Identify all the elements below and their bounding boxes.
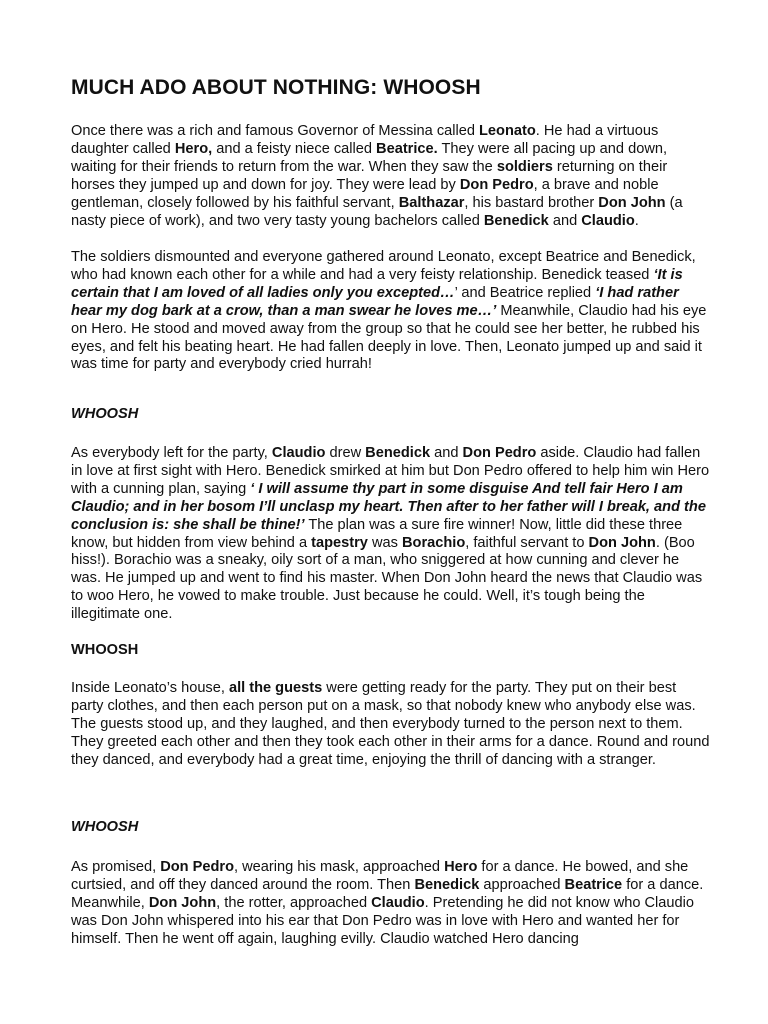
text-run: As everybody left for the party, [71,445,272,461]
text-run: The soldiers dismounted and everyone gathered around Leonato, except Beatrice and Benedick, who had known each other for a while and had a very feisty relationship. Benedick teased [71,249,696,283]
bold-text: Borachio [401,534,466,551]
text-run: aside. Claudio had fallen in love at first sight with Hero. Benedick smirked at him but Don Pedro offered to help him win Hero with a cunning plan, saying [71,445,710,497]
bold-text: Hero [444,859,478,875]
text-run: , a brave and noble gentleman, closely followed by his faithful servant, [71,176,659,211]
text-run: Meanwhile, Claudio had his eye on Hero. He stood and moved away from the group so that he could see her better, he rubbed his eyes, and felt his beating heart. He had fallen deeply in love. Then, Leonato jumped up and said it was time for party and everybody cried hurrah! [71,302,707,373]
text-run: Inside Leonato’s house, [71,680,229,696]
bold-text: Benedick [483,212,549,229]
bold-text: all the guests [228,680,323,696]
section-heading-2: WHOOSH [71,642,139,658]
text-run: and a feisty niece called [212,140,377,157]
bold-text: Claudio [371,894,425,911]
text-run: The plan was a sure fire winner! Now, little did these three know, but hidden from view behind a [71,516,683,551]
paragraph-1 [71,123,711,230]
bold-text: Benedick [414,876,480,893]
text-run: . (Boo hiss!). Borachio was a sneaky, oily sort of a man, who sniggered at how cunning and clever he was. He jumped up and went to find his master. When Don John heard the news that Claudio was to woo Hero, he vowed to make trouble. Just because he could. Well, it’s tough being the illegitimate one. [71,534,703,623]
bold-text: Don John [598,194,666,211]
paragraph-2 [71,249,711,374]
text-run: approached [479,876,565,893]
quote-text: ‘ I will assume thy part in some disguise And tell fair Hero I am Claudio; and in her bosom I’ll unclasp my heart. Then after to her father will I break, and the conclusion is: she shall be thine!’ [71,480,706,533]
text-run: returning on their horses they jumped up and down for joy. They were lead by [71,158,668,193]
quote-text: ‘It is certain that I am loved of all ladies only you excepted… [71,266,683,301]
text-run: and [548,212,582,229]
quote-text: ‘I had rather hear my dog bark at a crow, than a man swear he loves me…’ [71,284,679,319]
section-heading-1: WHOOSH [71,406,139,422]
text-run: , wearing his mask, approached [234,859,445,875]
text-run: was [367,534,402,551]
bold-text: Balthazar [398,194,465,211]
text-run: and [430,445,463,461]
section-heading-3: WHOOSH [71,819,139,835]
paragraph-5 [71,859,711,949]
bold-text: Hero, [174,140,213,157]
text-run: . He had a virtuous daughter called [71,123,659,157]
bold-text: Don Pedro [459,176,534,193]
bold-text: Benedick [365,445,431,461]
bold-text: tapestry [311,534,368,551]
text-run: were getting ready for the party. They put on their best party clothes, and then each person put on a mask, so that nobody knew who anybody else was. The guests stood up, and they laughed, and then everybody turned to the person next to them. They greeted each other and then they took each other in their arms for a dance. Round and round they danced, and everybody had a great time, enjoying the thrill of dancing with a stranger. [71,680,710,768]
bold-text: Leonato [479,123,536,139]
bold-text: Claudio [271,445,326,461]
text-run: for a dance. He bowed, and she curtsied, and off they danced around the room. Then [71,859,689,893]
text-run: Once there was a rich and famous Governor of Messina called [71,123,480,139]
text-run: They were all pacing up and down, waiting for their friends to return from the war. When they saw the [71,140,668,175]
paragraph-4 [71,680,711,770]
text-run: , faithful servant to [465,534,589,551]
text-run: . Pretending he did not know who Claudio was Don John whispered into his ear that Don Pedro was in love with Hero and wanted her for himself. Then he went off again, laughing evilly. Claudio watched Hero dancing [71,894,695,947]
text-run: drew [325,445,366,461]
text-run: As promised, [71,859,161,875]
paragraph-3 [71,445,711,624]
document-title: MUCH ADO ABOUT NOTHING: WHOOSH [71,76,481,99]
text-run: ’ and Beatrice replied [454,284,596,301]
bold-text: Don Pedro [160,859,234,875]
text-run: (a nasty piece of work), and two very tasty young bachelors called [71,194,683,229]
text-run: , the rotter, approached [216,894,372,911]
bold-text: Beatrice [564,876,623,893]
bold-text: Beatrice. [376,140,438,157]
bold-text: Claudio [581,212,635,229]
bold-text: Don John [148,894,217,911]
bold-text: Don John [588,534,656,551]
bold-text: Don Pedro [462,445,537,461]
bold-text: soldiers [496,158,553,175]
text-run: , his bastard brother [464,194,599,211]
text-run: . [634,212,639,229]
text-run: for a dance. Meanwhile, [71,876,704,911]
